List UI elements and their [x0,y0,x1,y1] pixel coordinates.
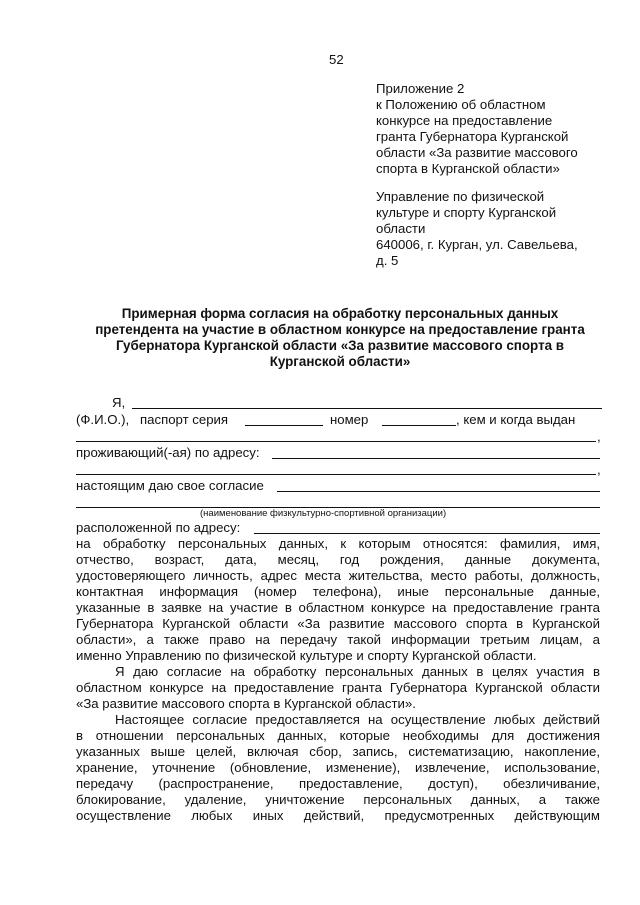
fio-field[interactable] [132,408,602,409]
title-line: Примерная форма согласия на обработку персональных данных [121,306,559,321]
appendix-line: спорта в Курганской области» [376,161,560,176]
body-line: Я даю согласие на обработку персональных данных в целях участия в [115,664,600,679]
body-line: именно Управлению по физической культуре и спорту Курганской области. [76,648,537,663]
org-caption: (наименование физкультурно-спортивной организации) [200,508,447,519]
address-line: Управление по физической [376,189,545,204]
body-line: указанных выше целей, включая сбор, запись, систематизацию, накопление, [76,744,600,759]
body-line: «За развитие массового спорта в Курганской области». [76,696,416,711]
passport-number-field[interactable] [382,425,456,426]
appendix-line: конкурсе на предоставление [376,113,553,128]
passport-number-label: номер [330,412,369,427]
body-line: в отношении персональных данных, которые необходимы для достижения [76,728,600,743]
org-name-field[interactable] [277,491,600,492]
passport-series-label: паспорт серия [140,412,229,427]
residing-label: проживающий(-ая) по адресу: [76,445,260,460]
body-line: осуществление любых иных действий, предусмотренных действующим [76,808,600,823]
appendix-line: области «За развитие массового [376,145,578,160]
body-line: областном конкурсе на предоставление гранта Губернатора Курганской области [76,680,600,695]
body-line: хранение, уточнение (обновление, изменение), извлечение, использование, [76,760,600,775]
fio-label: (Ф.И.О.), [76,412,130,427]
body-line: удостоверяющего личность, адрес места жительства, место работы, должность, [76,568,600,583]
issued-label: , кем и когда выдан [456,412,576,427]
body-line: Губернатора Курганской области «За развитие массового спорта в Курганской [76,616,600,631]
body-line: Настоящее согласие предоставляется на осуществление любых действий [115,712,600,727]
body-line: передачу (распространение, предоставление, доступ), обезличивание, [76,776,600,791]
body-line: отчество, возраст, дата, месяц, год рождения, данные документа, [76,552,600,567]
consent-label: настоящим даю свое согласие [76,478,264,493]
body-line: области», а также право на передачу такой информации третьим лицам, а [76,632,600,647]
comma: , [597,429,601,444]
body-line: на обработку персональных данных, к которым относятся: фамилия, имя, [76,536,600,551]
org-address-field[interactable] [254,533,600,534]
address-line: д. 5 [376,253,399,268]
address-field[interactable] [272,458,600,459]
title-line: Губернатора Курганской области «За развитие массового спорта в [115,338,565,353]
appendix-line: гранта Губернатора Курганской [376,129,569,144]
ya-label: Я, [112,395,126,410]
body-line: блокирование, удаление, уничтожение персональных данных, а также [76,792,600,807]
passport-series-field[interactable] [245,425,323,426]
appendix-line: Приложение 2 [376,81,465,96]
issued-by-field[interactable] [76,441,596,442]
appendix-line: к Положению об областном [376,97,546,112]
comma: , [597,462,601,477]
located-label: расположенной по адресу: [76,520,241,535]
address-line: культуре и спорту Курганской [376,205,557,220]
title-line: претендента на участие в областном конкурсе на предоставление гранта [95,322,585,337]
address-field-2[interactable] [76,474,596,475]
address-line: области [376,221,426,236]
address-line: 640006, г. Курган, ул. Савельева, [376,237,578,252]
body-line: указанные в заявке на участие в областном конкурсе на предоставление гранта [76,600,600,615]
title-line: Курганской области» [269,354,411,369]
page-number: 52 [329,52,344,67]
body-line: контактная информация (номер телефона), иные персональные данные, [76,584,600,599]
